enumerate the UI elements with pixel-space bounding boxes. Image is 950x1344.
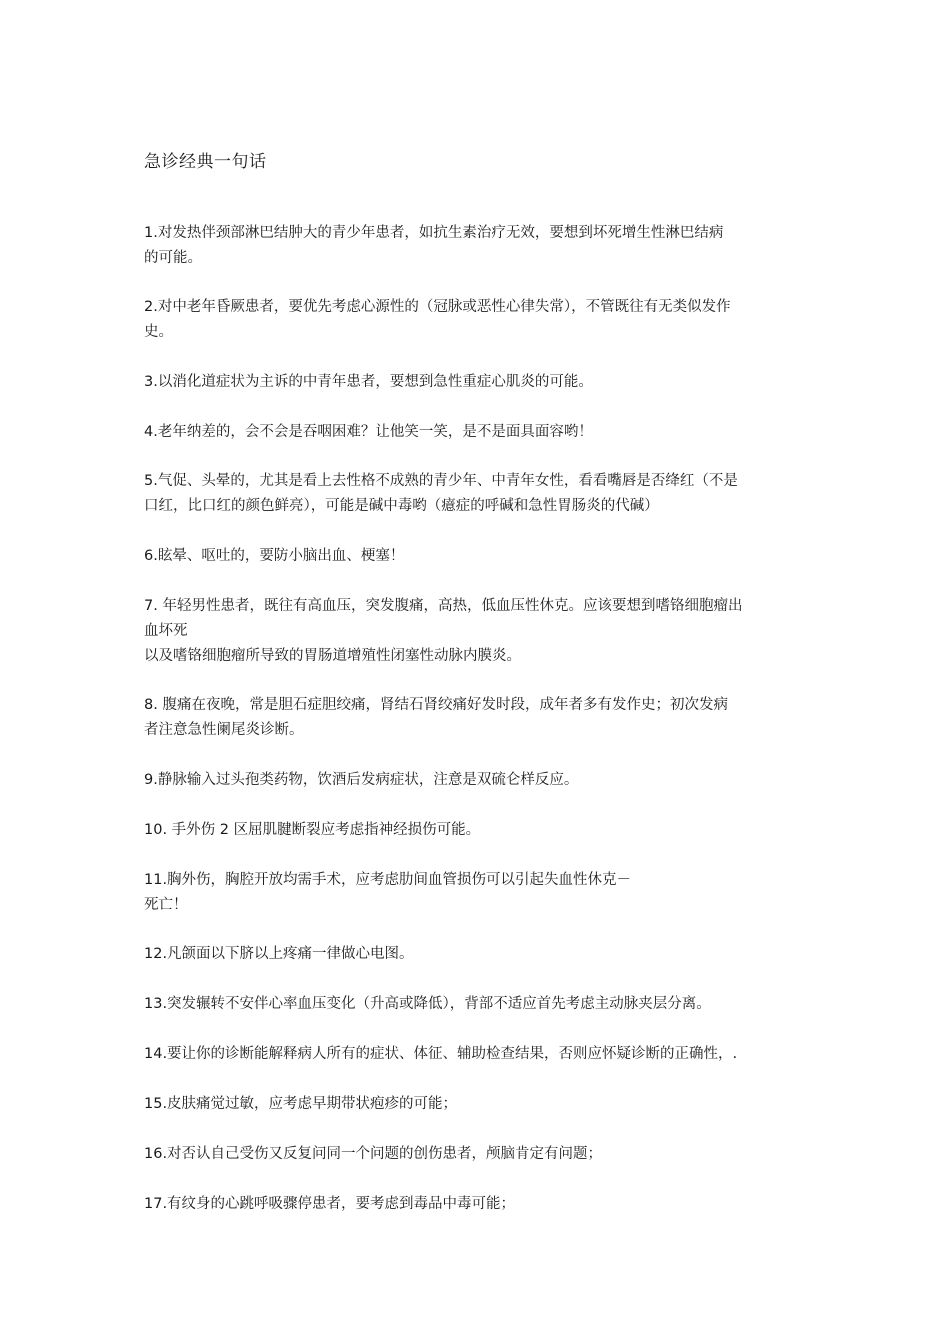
item-line: 血坏死 (144, 623, 188, 639)
list-item (144, 868, 814, 918)
list-item (144, 420, 814, 445)
item-line: 1.对发热伴颈部淋巴结肿大的青少年患者，如抗生素治疗无效，要想到坏死增生性淋巴结病 (144, 225, 724, 241)
item-line: 2.对中老年昏厥患者，要优先考虑心源性的（冠脉或恶性心律失常），不管既往有无类似发作 (144, 299, 731, 315)
list-item (144, 1192, 814, 1217)
item-line: 10. 手外伤 2 区屈肌腱断裂应考虑指神经损伤可能。 (144, 822, 481, 838)
item-line: 8. 腹痛在夜晚，常是胆石症胆绞痛，肾结石肾绞痛好发时段，成年者多有发作史；初次发病 (144, 697, 728, 713)
list-item (144, 992, 814, 1017)
item-line: 者注意急性阑尾炎诊断。 (144, 722, 304, 738)
item-line: 7. 年轻男性患者，既往有高血压，突发腹痛，高热，低血压性休克。应该要想到嗜铬细胞瘤出 (144, 598, 743, 614)
list-item (144, 942, 814, 967)
item-line: 口红，比口红的颜色鲜亮），可能是碱中毒哟（癔症的呼碱和急性胃肠炎的代碱） (144, 498, 659, 514)
list-item (144, 594, 814, 669)
list-item (144, 544, 814, 569)
list-item (144, 693, 814, 743)
document-title: 急诊经典一句话 (144, 152, 267, 172)
item-line: 14.要让你的诊断能解释病人所有的症状、体征、辅助检查结果，否则应怀疑诊断的正确性，. (144, 1046, 738, 1062)
item-line: 6.眩晕、呕吐的，要防小脑出血、梗塞！ (144, 548, 405, 564)
list-item (144, 1092, 814, 1117)
list-item (144, 221, 814, 271)
item-line: 4.老年纳差的，会不会是吞咽困难？让他笑一笑，是不是面具面容哟！ (144, 424, 593, 440)
list-item (144, 469, 814, 519)
list-item (144, 1142, 814, 1167)
item-line: 15.皮肤痛觉过敏，应考虑早期带状疱疹的可能； (144, 1096, 458, 1112)
item-line: 3.以消化道症状为主诉的中青年患者，要想到急性重症心肌炎的可能。 (144, 374, 593, 390)
item-line: 以及嗜铬细胞瘤所导致的胃肠道增殖性闭塞性动脉内膜炎。 (144, 648, 521, 664)
list-item (144, 370, 814, 395)
item-line: 16.对否认自己受伤又反复问同一个问题的创伤患者，颅脑肯定有问题； (144, 1146, 603, 1162)
item-line: 17.有纹身的心跳呼吸骤停患者，要考虑到毒品中毒可能； (144, 1196, 516, 1212)
list-item (144, 818, 814, 843)
item-line: 11.胸外伤，胸腔开放均需手术，应考虑肋间血管损伤可以引起失血性休克－ (144, 872, 632, 888)
item-line: 的可能。 (144, 250, 202, 266)
item-line: 13.突发辗转不安伴心率血压变化（升高或降低），背部不适应首先考虑主动脉夹层分离。 (144, 996, 711, 1012)
item-line: 死亡！ (144, 897, 188, 913)
item-line: 9.静脉输入过头孢类药物，饮酒后发病症状，注意是双硫仑样反应。 (144, 772, 579, 788)
list-item (144, 295, 814, 345)
item-line: 12.凡颌面以下脐以上疼痛一律做心电图。 (144, 946, 414, 962)
list-item (144, 1042, 814, 1067)
item-line: 史。 (144, 324, 173, 340)
item-line: 5.气促、头晕的，尤其是看上去性格不成熟的青少年、中青年女性，看看嘴唇是否绛红（不是 (144, 473, 738, 489)
list-item (144, 768, 814, 793)
